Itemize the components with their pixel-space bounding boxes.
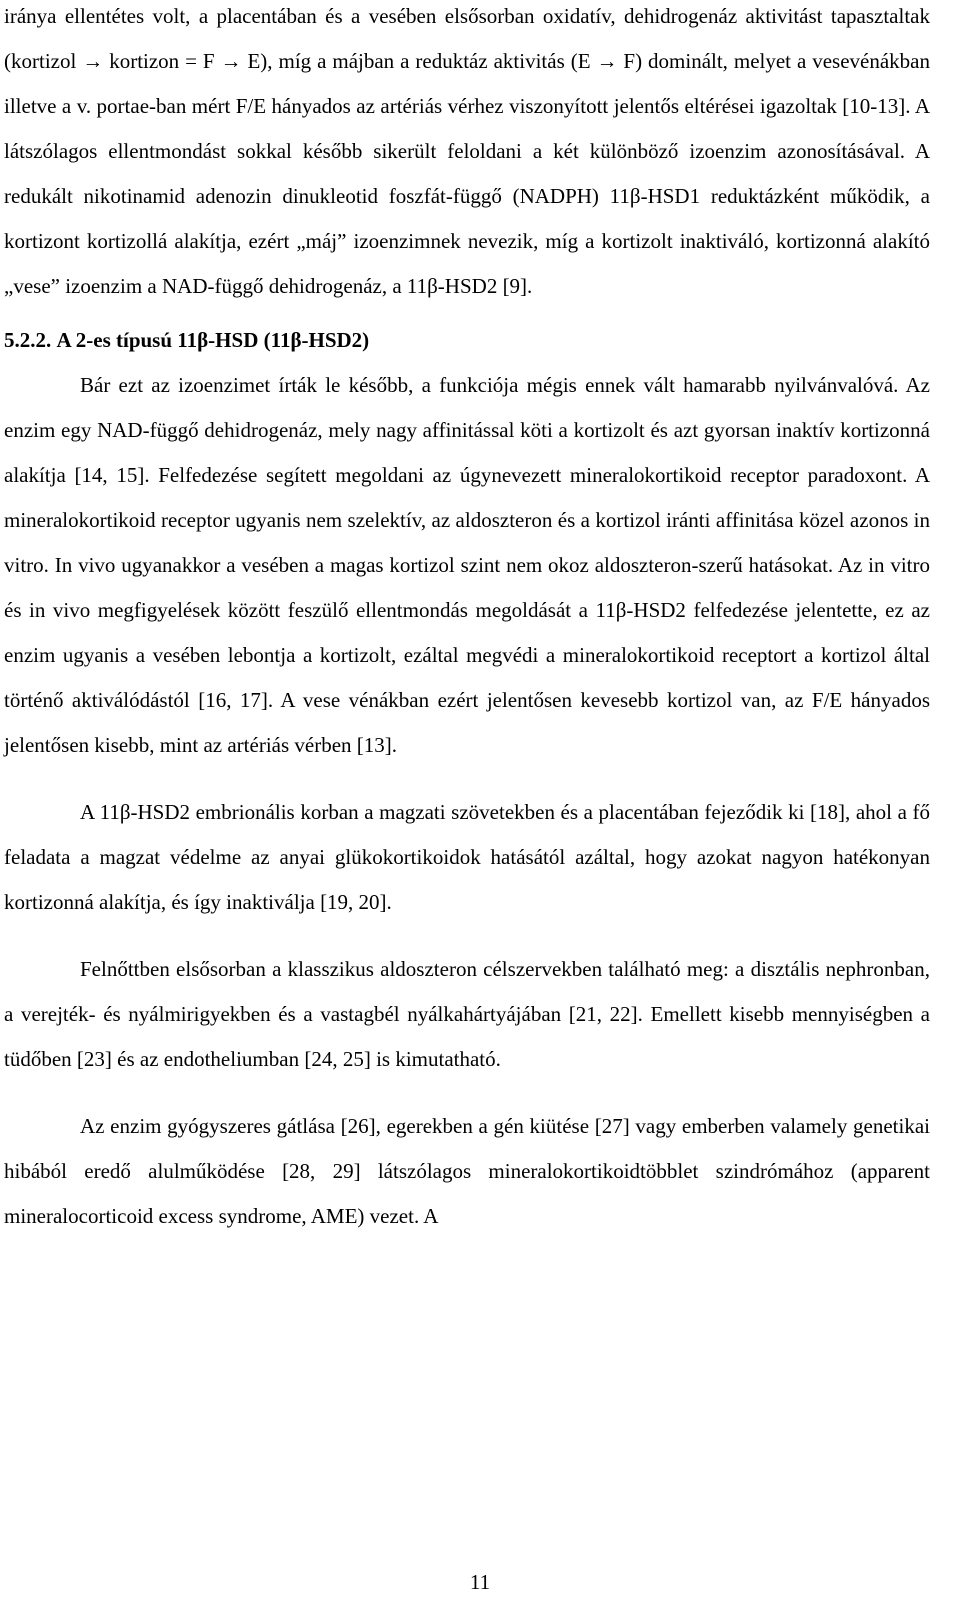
document-page	[4, 0, 930, 1239]
paragraph-3: A 11β-HSD2 embrionális korban a magzati szövetekben és a placentában fejeződik ki [18], ahol a fő feladata a magzat védelme az anyai glükokortikoidok hatásától azáltal, hogy azokat nagyon hatékonyan kortizonná alakítja, és így inaktiválja [19, 20].	[4, 800, 930, 914]
paragraph-5: Az enzim gyógyszeres gátlása [26], egerekben a gén kiütése [27] vagy emberben valamely genetikai hibából eredő alulműködése [28, 29] látszólagos mineralokortikoidtöbblet szindrómához (apparent mineralocorticoid excess syndrome, AME) vezet. A	[4, 1114, 930, 1228]
section-heading	[4, 318, 930, 363]
section-number: 5.2.2.	[4, 328, 52, 352]
paragraph-1: iránya ellentétes volt, a placentában és a vesében elsősorban oxidatív, dehidrogenáz aktivitást tapasztaltak (kortizol → kortizon = F → E), míg a májban a reduktáz aktivitás (E → F) dominált, melyet a vesevénákban illetve a v. portae-ban mért F/E hányados az artériás vérhez viszonyított jelentős eltérései igazoltak [10-13]. A látszólagos ellentmondást sokkal később sikerült feloldani a két különböző izoenzim azonosításával. A redukált nikotinamid adenozin dinukleotid foszfát-függő (NADPH) 11β-HSD1 reduktázként működik, a kortizont kortizollá alakítja, ezért „máj” izoenzimnek nevezik, míg a kortizolt inaktiváló, kortizonná alakító „vese” izoenzim a NAD-függő dehidrogenáz, a 11β-HSD2 [9].	[4, 4, 930, 298]
page-number: 11	[469, 1570, 491, 1594]
paragraph-2: Bár ezt az izoenzimet írták le később, a funkciója mégis ennek vált hamarabb nyilvánvalóvá. Az enzim egy NAD-függő dehidrogenáz, mely nagy affinitással köti a kortizolt és azt gyorsan inaktív kortizonná alakítja [14, 15]. Felfedezése segített megoldani az úgynevezett mineralokortikoid receptor paradoxont. A mineralokortikoid receptor ugyanis nem szelektív, az aldoszteron és a kortizol iránti affinitása közel azonos in vitro. In vivo ugyanakkor a vesében a magas kortizol szint nem okoz aldoszteron-szerű hatásokat. Az in vitro és in vivo megfigyelések között feszülő ellentmondás megoldását a 11β-HSD2 felfedezése jelentette, ez az enzim ugyanis a vesében lebontja a kortizolt, ezáltal megvédi a mineralokortikoid receptort a kortizol által történő aktiválódástól [16, 17]. A vese vénákban ezért jelentősen kevesebb kortizol van, az F/E hányados jelentősen kisebb, mint az artériás vérben [13].	[4, 373, 930, 757]
section-title: A 2-es típusú 11β-HSD (11β-HSD2)	[56, 328, 370, 352]
paragraph-4: Felnőttben elsősorban a klasszikus aldoszteron célszervekben található meg: a disztális nephronban, a verejték- és nyálmirigyekben és a vastagbél nyálkahártyájában [21, 22]. Emellett kisebb mennyiségben a tüdőben [23] és az endotheliumban [24, 25] is kimutatható.	[4, 957, 930, 1071]
